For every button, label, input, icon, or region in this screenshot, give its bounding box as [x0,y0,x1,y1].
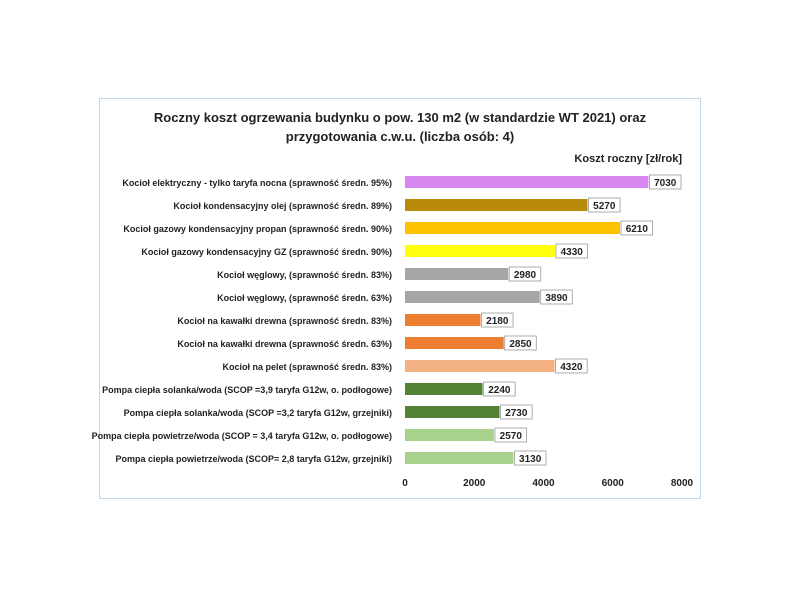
category-label: Kocioł elektryczny - tylko taryfa nocna (sprawność średn. 95%) [122,178,392,188]
data-label: 2850 [509,339,532,350]
bar [405,360,555,372]
category-label: Kocioł węglowy, (sprawność średn. 83%) [217,270,392,280]
category-label: Kocioł gazowy kondensacyjny propan (sprawność średn. 90%) [123,224,392,234]
chart-title-line-1: Roczny koszt ogrzewania budynku o pow. 130 m2 (w standardzie WT 2021) oraz [153,110,647,125]
bar [405,314,480,326]
bar [405,222,620,234]
x-tick-label: 4000 [532,478,555,489]
x-tick-label: 0 [402,478,408,489]
category-label: Pompa ciepła powietrze/woda (SCOP= 2,8 taryfa G12w, grzejniki) [115,454,392,464]
bar [405,268,508,280]
data-label: 4330 [560,247,583,258]
data-label: 3130 [519,454,542,465]
category-label: Kocioł gazowy kondensacyjny GZ (sprawność średn. 90%) [141,247,392,257]
data-label: 2240 [488,385,511,396]
data-label: 2980 [513,270,537,281]
x-tick-label: 2000 [463,478,486,489]
data-label: 7030 [654,178,677,189]
data-label: 5270 [593,201,616,212]
bar [405,291,540,303]
chart-title-line-2: przygotowania c.w.u. (liczba osób: 4) [285,129,515,144]
data-label: 2180 [486,316,509,327]
x-tick-label: 6000 [601,478,624,489]
bar [405,337,504,349]
category-label: Pompa ciepła powietrze/woda (SCOP = 3,4 taryfa G12w, o. podłogowe) [91,431,392,441]
category-label: Kocioł na kawałki drewna (sprawność średn. 83%) [177,316,392,326]
x-axis-label: Koszt roczny [zł/rok] [574,153,682,165]
bar [405,176,648,188]
category-label: Pompa ciepła solanka/woda (SCOP =3,2 taryfa G12w, grzejniki) [123,408,392,418]
bar [405,245,555,257]
data-label: 6210 [625,224,648,235]
bar [405,406,500,418]
bar [405,199,587,211]
category-label: Kocioł węglowy, (sprawność średn. 63%) [217,293,392,303]
bar [405,452,513,464]
data-label: 3890 [545,293,568,304]
category-label: Kocioł na pelet (sprawność średn. 83%) [222,362,392,372]
x-tick-label: 8000 [670,478,694,489]
bar [405,429,494,441]
data-label: 2570 [499,431,522,442]
category-label: Kocioł na kawałki drewna (sprawność średn. 63%) [177,339,392,349]
category-label: Kocioł kondensacyjny olej (sprawność średn. 89%) [173,201,392,211]
data-label: 2730 [505,408,528,419]
bar [405,383,483,395]
category-label: Pompa ciepła solanka/woda (SCOP =3,9 taryfa G12w, o. podłogowe) [102,385,392,395]
data-label: 4320 [560,362,583,373]
